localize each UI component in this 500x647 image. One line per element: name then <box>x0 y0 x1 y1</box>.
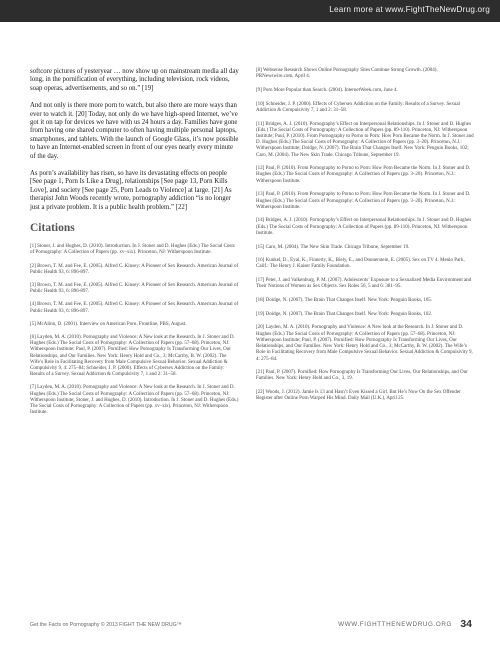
page-number: 34 <box>460 618 472 630</box>
right-column <box>256 68 476 410</box>
citations-title: Citations <box>30 222 75 235</box>
citation: [3] Brown, T. M. and Fee, E. (2005). Alfred C. Kinsey: A Pioneer of Sex Research. American Journal of Public Health 93, 6: 896-897. <box>30 282 239 295</box>
citation: [6] Layden, M. A. (2010). Pornography and Violence: A New look at the Research. In J. Stoner and D. Hughes (Eds.) The Social Costs of Pornography: A Collection of Papers (pp. 57–68). Princeton, NJ: Witherspoon Institute; Paul, P. (2007). Pornified: How Pornography Is Transforming Our Lives, Our Relationships, and Our Families. New York: Henry Hold and Co., 3; McCarthy, B. W. (2002). The Wife’s Role in Facilitating Recovery from Male Compulsive Sexual Behavior. Sexual Addiction & Compulsivity 9, 4: 275–84; Schneider, J. P. (2000). Effects of Cybersex Addiction on the Family: Results of a Survey. Sexual Addiction & Compulsivity 7, 1 and 2: 31–58. <box>30 334 235 378</box>
page-footer <box>0 616 500 636</box>
citation: [22] Woods, J. (2012). Jamie Is 13 and Hasn’t Even Kissed a Girl. But He’s Now On the Sex Offender Register after Online Porn Warped His Mind. Daily Mail (U.K.), April 25. <box>256 390 461 402</box>
citation: [10] Schneider, J. P. (2000). Effects of Cybersex Addiction on the Family: Results of a Survey. Sexual Addiction & Compulsivity 7, 1 and 2: 31–58. <box>256 101 460 113</box>
citation: [18] Doidge, N. (2007). The Brain That Changes Itself. New York: Penguin Books, 105. <box>256 298 433 304</box>
learn-more-link[interactable]: Learn more at www.FightTheNewDrug.org <box>329 5 490 14</box>
citation: [21] Paul, P. (2007). Pornified: How Pornography Is Transforming Our Lives, Our Relationships, and Our Families. New York: Henry Hold and Co., 3, 19. <box>256 370 468 382</box>
body-paragraph: And not only is there more porn to watch, but also there are more ways than ever to watch it. [20] Today, not only do we have high-speed Internet, we’ve got it on tap for devices we have with us 24 hours a day. Families have gone from having one shared computer to often having multiple personal laptops, smartphones, and tablets. With the launch of Google Glass, it’s now possible to have an Internet-enabled screen in front of our eyes nearly every minute of the day. <box>30 102 239 160</box>
citation: [2] Brown, T. M. and Fee, E. (2005). Alfred C. Kinsey: A Pioneer of Sex Research. American Journal of Public Health 93, 6: 896-897. <box>30 263 239 275</box>
footer-url[interactable]: WWW.FIGHTTHENEWDRUG.ORG <box>338 621 452 628</box>
citation: [7] Layden, M. A. (2010). Pornography and Violence: A New look at the Research. In J. Stoner and D. Hughes (Eds.) The Social Costs of Pornography: A Collection of Papers (pp. 57–68). Princeton, NJ: Witherspoon Institute; Stoner, J. and Hughes, D. (2010). Introduction. In J. Stoner and D. Hughes (Eds.) The Social Costs of Pornography: A Collection of Papers (pp. xv–xix). Princeton, NJ: Witherspoon Institute. <box>30 385 239 416</box>
citation: [1] Stoner, J. and Hughes, D. (2010). Introduction. In J. Stoner and D. Hughes (Eds.) The Social Costs of Pornography: A Collection of Papers (pp. xv–xix). Princeton, NJ: Witherspoon Institute. <box>30 244 235 256</box>
left-column <box>30 68 240 423</box>
citation: [15] Caro, M. (2004). The New Skin Trade. Chicago Tribune, September 19. <box>256 244 410 250</box>
citation: [14] Bridges, A. J. (2010). Pornography’s Effect on Interpersonal Relationships. In J. Stoner and D. Hughes (Eds.) The Social Costs of Pornography: A Collection of Papers (pp. 89-110). Princeton, NJ: Witherspoon Institute. <box>256 218 472 236</box>
citation: [20] Layden, M. A. (2010). Pornography and Violence: A New look at the Research. In J. Stoner and D. Hughes (Eds.) The Social Costs of Pornography: A Collection of Papers (pp. 57–68). Princeton, NJ: Witherspoon Institute; Paul, P. (2007). Pornified: How Pornography Is Transforming Our Lives, Our Relationships, and Our Families. New York: Henry Hold and Co., 3; McCarthy, B. W. (2002). The Wife’s Role in Facilitating Recovery from Male Compulsive Sexual Behavior. Sexual Addiction & Compulsivity 9, 4: 275–84. <box>256 325 473 362</box>
citation: [5] McAlinn, D. (2001). Interview on American Porn. Frontline, PBS, August. <box>30 321 187 327</box>
citation: [4] Brown, T. M. and Fee, E. (2005). Alfred C. Kinsey: A Pioneer of Sex Research. American Journal of Public Health 93, 6: 896-897. <box>30 302 239 314</box>
footer-copyright: Get the Facts on Pornography © 2013 FIGHT THE NEW DRUG™ <box>30 622 182 628</box>
header-band <box>0 0 500 22</box>
citation: [8] Websense Research Shows Online Pornography Sites Continue Strong Growth. (2004). PRNewswire.com, April 4. <box>256 68 438 80</box>
citation: [11] Bridges, A. J. (2010). Pornography’s Effect on Interpersonal Relationships. In J. Stoner and D. Hughes (Eds.) The Social Costs of Pornography: A Collection of Papers (pp. 89-110). Princeton, NJ: Witherspoon Institute; Paul, P. (2010). From Pornography to Porno to Porn: How Porn Became the Norm. In J. Stoner and D. Hughes (Eds.) The Social Costs of Pornography: A Collection of Papers (pp. 3–20). Princeton, N.J.: Witherspoon Institute; Doidge, N. (2007). The Brain That Changes Itself. New York: Penguin Books, 102; Caro, M. (2004). The New Skin Trade. Chicago Tribune, September 19. <box>256 121 474 158</box>
body-paragraph: softcore pictures of yesteryear … now show up on mainstream media all day long, in the pornification of everything, including television, rock videos, soap operas, advertisements, and so on.” [19] <box>30 68 239 92</box>
citation: [17] Peter, J. and Valkenburg, P. M. (2007). Adolescents’ Exposure to a Sexualized Media Environment and Their Notions of Women as Sex Objects. Sex Roles 56, 5 and 6: 381–95. <box>256 278 472 290</box>
citation: [13] Paul, P. (2010). From Pornography to Porno to Porn: How Porn Became the Norm. In J. Stoner and D. Hughes (Eds.) The Social Costs of Pornography: A Collection of Papers (pp. 3–20). Princeton, N.J.: Witherspoon Institute. <box>256 192 471 210</box>
body-paragraph: As porn’s availability has risen, so have its devastating effects on people [See page 1, Porn Is Like a Drug], relationships [See page 13, Porn Kills Love], and society [See page 25, Porn Leads to Violence] at large. [21] As therapist John Woods recently wrote, pornography addiction “is no longer just a private problem. It is a public health problem.” [22] <box>30 170 232 211</box>
citation: [12] Paul, P. (2010). From Pornography to Porno to Porn: How Porn Became the Norm. In J. Stoner and D. Hughes (Eds.) The Social Costs of Pornography: A Collection of Papers (pp. 3–20). Princeton, N.J.: Witherspoon Institute. <box>256 166 471 184</box>
citation: [19] Doidge, N. (2007). The Brain That Changes Itself. New York: Penguin Books, 102. <box>256 311 433 317</box>
citation: [9] Porn More Popular than Search. (2004). InternetWeek.com, June 4. <box>256 87 398 93</box>
citation: [16] Kunkel, D., Eyal, K., Finnerty, K., Biely, E., and Donnerstein, E. (2005). Sex on TV 4. Menlo Park, Calif.: The Henry J. Kaiser Family Foundation. <box>256 258 465 270</box>
